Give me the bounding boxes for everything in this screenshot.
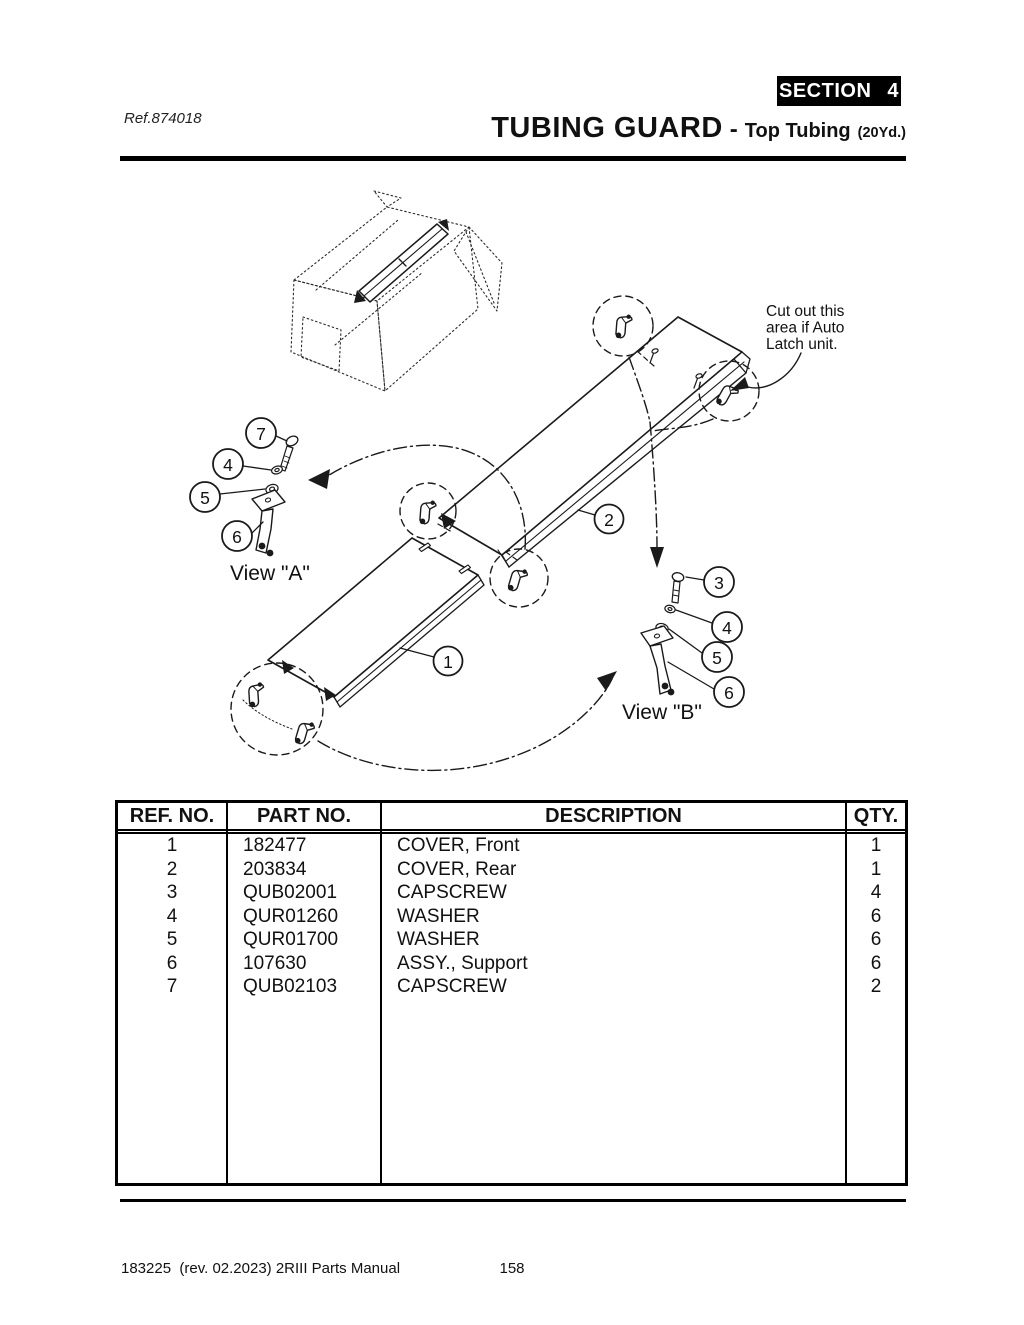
callout-2 xyxy=(578,505,624,534)
cell-qty: 4 xyxy=(870,882,882,903)
svg-text:5: 5 xyxy=(712,648,722,668)
arrowhead-to-view-b-down xyxy=(650,547,664,568)
cell-ref: 3 xyxy=(166,882,178,903)
support-6-drawing xyxy=(252,490,285,556)
cell-part: QUR01260 xyxy=(243,905,339,927)
cell-qty: 1 xyxy=(870,858,882,880)
cutout-note-line1: Cut out this xyxy=(766,303,845,320)
cell-ref: 5 xyxy=(166,929,178,950)
callout-4b xyxy=(676,610,742,642)
view-b-label: View "B" xyxy=(622,701,702,724)
cell-desc: WASHER xyxy=(397,905,480,927)
cell-qty: 6 xyxy=(870,905,882,927)
tubing-guard-highlight xyxy=(354,219,449,303)
header-qty: QTY. xyxy=(847,803,905,834)
view-b-assembly xyxy=(622,567,744,724)
cell-desc: CAPSCREW xyxy=(397,976,507,997)
cell-qty: 2 xyxy=(870,976,882,997)
support-clip-icon xyxy=(242,682,270,709)
cell-part: 182477 xyxy=(243,835,307,856)
support-clip-icon xyxy=(506,569,530,591)
parts-diagram xyxy=(100,185,924,785)
cell-part: QUB02103 xyxy=(243,976,338,997)
view-a-label: View "A" xyxy=(230,562,310,585)
cell-desc: COVER, Front xyxy=(397,835,520,856)
cell-part: 203834 xyxy=(243,858,307,880)
cell-ref: 2 xyxy=(166,858,178,880)
footer-document-info: 183225 (rev. 02.2023) 2RIII Parts Manual xyxy=(121,1260,401,1277)
cell-ref: 4 xyxy=(166,905,178,927)
header-rule xyxy=(120,156,906,161)
column-description xyxy=(382,803,847,1183)
detail-circle-bottom-left xyxy=(231,663,323,755)
svg-text:6: 6 xyxy=(232,527,242,547)
support-6b-drawing xyxy=(641,626,674,695)
section-label: SECTION xyxy=(778,79,872,102)
page-title xyxy=(240,112,906,145)
cell-part: 107630 xyxy=(243,952,307,974)
cell-desc: WASHER xyxy=(397,929,480,950)
header-part-no: PART NO. xyxy=(228,803,380,834)
cover-rear-drawing xyxy=(439,317,750,567)
callout-1 xyxy=(400,647,463,676)
cell-part: QUR01700 xyxy=(243,929,339,950)
cutout-note-line2: area if Auto xyxy=(766,319,845,337)
callout-4a xyxy=(213,449,271,479)
svg-text:6: 6 xyxy=(724,683,734,703)
column-ref-no xyxy=(118,803,228,1183)
detail-circle-middle xyxy=(490,549,548,607)
column-part-no xyxy=(228,803,382,1183)
column-qty xyxy=(847,803,905,1183)
machine-outline xyxy=(291,191,502,391)
title-main: TUBING GUARD xyxy=(491,112,723,144)
title-dash: - xyxy=(729,116,738,143)
title-subtitle: Top Tubing xyxy=(744,120,851,142)
arrowhead-to-view-a xyxy=(308,469,330,489)
cell-qty: 6 xyxy=(870,952,882,974)
page-number: 158 xyxy=(499,1260,525,1277)
svg-text:5: 5 xyxy=(200,488,210,508)
cell-qty: 1 xyxy=(870,835,882,856)
section-number: 4 xyxy=(887,79,900,102)
cutout-note-line3: Latch unit. xyxy=(766,336,838,353)
cutout-note xyxy=(730,303,845,391)
svg-text:1: 1 xyxy=(443,652,453,672)
cell-ref: 7 xyxy=(166,976,178,997)
reference-number: Ref.874018 xyxy=(124,110,202,127)
callout-5a xyxy=(190,482,265,512)
view-a-assembly xyxy=(190,418,310,585)
parts-table xyxy=(115,800,908,1186)
cell-ref: 6 xyxy=(166,952,178,974)
svg-text:4: 4 xyxy=(223,455,233,475)
cell-part: QUB02001 xyxy=(243,882,338,903)
svg-text:3: 3 xyxy=(714,573,724,593)
cell-desc: ASSY., Support xyxy=(397,952,528,974)
support-clip-icon xyxy=(610,314,636,339)
section-badge xyxy=(777,76,901,106)
svg-text:7: 7 xyxy=(256,424,266,444)
cell-desc: COVER, Rear xyxy=(397,858,517,880)
header-ref-no: REF. NO. xyxy=(118,803,226,834)
callout-3 xyxy=(686,567,734,597)
cell-qty: 6 xyxy=(870,929,882,950)
support-clip-icon xyxy=(414,500,440,525)
support-clip-icon xyxy=(293,722,317,744)
svg-text:2: 2 xyxy=(604,510,614,530)
washer-4b-drawing xyxy=(664,604,676,614)
cell-desc: CAPSCREW xyxy=(397,882,507,903)
capscrew-3-drawing xyxy=(671,572,684,603)
arrowhead-to-view-b-sweep xyxy=(597,671,617,691)
callout-7 xyxy=(246,418,287,448)
title-size-note: (20Yd.) xyxy=(857,125,906,141)
cell-ref: 1 xyxy=(166,835,178,856)
svg-text:4: 4 xyxy=(722,618,732,638)
header-description: DESCRIPTION xyxy=(382,803,845,834)
footer-rule xyxy=(120,1199,906,1202)
